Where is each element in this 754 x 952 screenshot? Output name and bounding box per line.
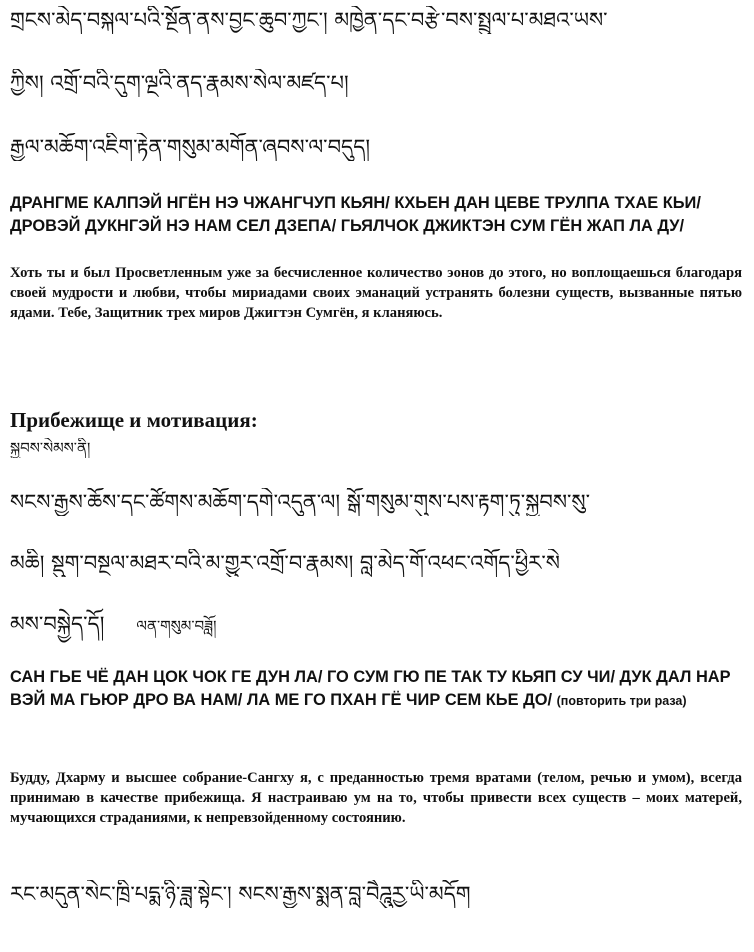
tibetan-repeat-note: ལན་གསུམ་བཟློ།: [136, 617, 217, 635]
tibetan-section-heading: སྐྱབས་སེམས་ནི།: [10, 439, 91, 457]
tibetan-refuge-line-1: སངས་རྒྱས་ཆོས་དང་ཚོགས་མཆོག་དགེ་འདུན་ལ། སྒོ་གསུམ་གུས་པས་རྟག་ཏུ་སྐྱབས་སུ་: [10, 490, 591, 514]
verse-translation: Хоть ты и был Просветленным уже за бесчисленное количество эонов до этого, но воплощаешься благодаря своей мудрости и любви, чтобы мириадами своих эманаций устранять болезни существ, вызванные пятью ядами. Тебе, Защитник трех миров Джигтэн Сумгён, я кланяюсь.: [10, 265, 742, 321]
tibetan-refuge-line-3: [10, 610, 740, 640]
verse-transliteration: ДРАНГМЕ КАЛПЭЙ НГЁН НЭ ЧЖАНГЧУП КЬЯН/ КХЬЕН ДАН ЦЕВЕ ТРУЛПА ТХАЕ КЬИ/ ДРОВЭЙ ДУКНГЭЙ НЭ НАМ СЕЛ ДЗЕПА/ ГЬЯЛЧОК ДЖИКТЭН СУМ ГЁН ЖАП ЛА ДУ/: [10, 194, 701, 235]
tibetan-refuge-line-3-text: མས་བསྐྱེད་དོ།: [10, 612, 105, 636]
refuge-transliteration: [10, 666, 742, 713]
section-heading-refuge: Прибежище и мотивация:: [10, 408, 258, 432]
refuge-translation: Будду, Дхарму и высшее собрание-Сангху я, с преданностью тремя вратами (телом, речью и умом), всегда принимаю в качестве прибежища. Я настраиваю ум на то, чтобы привести всех существ – моих матерей, мучающихся страданиями, к непревзойденному состоянию.: [10, 770, 742, 826]
tibetan-verse-line-3: རྒྱལ་མཆོག་འཇིག་རྟེན་གསུམ་མགོན་ཞབས་ལ་བདུད།: [10, 135, 371, 159]
tibetan-verse-line-2: ཀྱིས། འགྲོ་བའི་དུག་ལྔའི་ནད་རྣམས་སེལ་མཛད་པ།: [10, 71, 349, 95]
refuge-transliteration-text: САН ГЬЕ ЧЁ ДАН ЦОК ЧОК ГЕ ДУН ЛА/ ГО СУМ ГЮ ПЕ ТАК ТУ КЬЯП СУ ЧИ/ ДУК ДАЛ НАР ВЭЙ МА ГЬЮР ДРО ВА НАМ/ ЛА МЕ ГО ПХАН ГЁ ЧИР СЕМ КЬЕ ДО/: [10, 668, 731, 709]
repeat-instruction: (повторить три раза): [556, 694, 687, 708]
tibetan-refuge-line-2: མཆི། སྡུག་བསྔལ་མཐར་བའི་མ་གྱུར་འགྲོ་བ་རྣམས། བླ་མེད་གོ་འཕང་འགོད་ཕྱིར་སེ: [10, 551, 560, 575]
tibetan-verse-line-1: གྲངས་མེད་བསྐལ་པའི་སྔོན་ནས་བྱང་ཆུབ་ཀྱང་། མཁྱེན་དང་བརྩེ་བས་སྤྲུལ་པ་མཐའ་ཡས་: [10, 8, 608, 32]
tibetan-visualization-line: རང་མདུན་སེང་ཁྲི་པདྨ་ཉི་ཟླ་སྟེང་། སངས་རྒྱས་སྨན་བླ་བཻཌཱུརྱ་ཡི་མདོག: [10, 882, 471, 906]
